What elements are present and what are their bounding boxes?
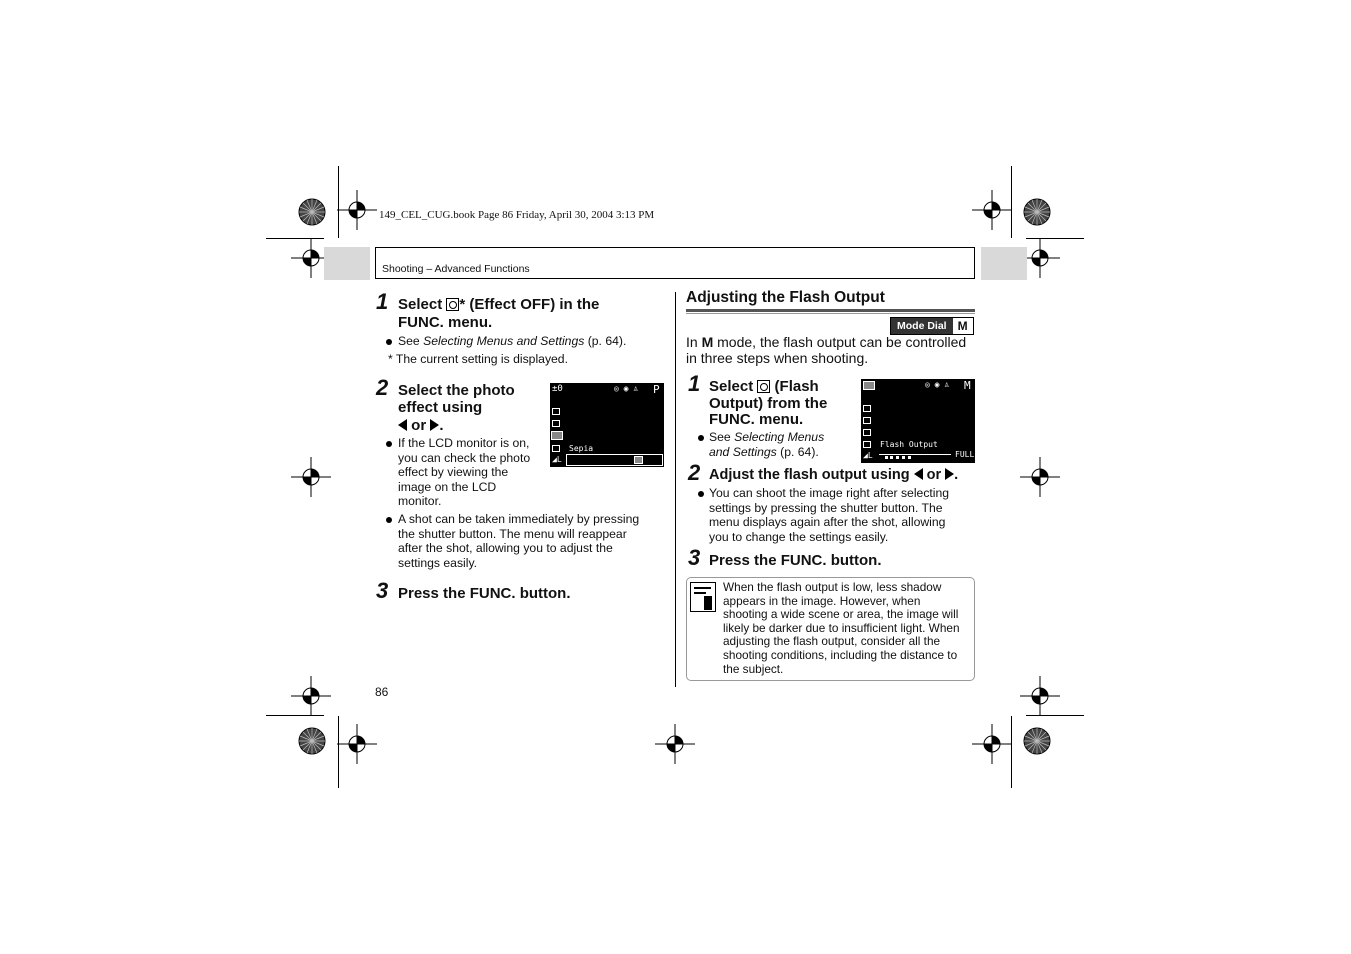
flash-level-ticks bbox=[885, 456, 911, 462]
memo-icon bbox=[690, 582, 716, 612]
mode-indicator: P bbox=[653, 383, 660, 396]
left-arrow-icon bbox=[914, 468, 923, 480]
effect-icon bbox=[863, 429, 871, 436]
note-text: When the flash output is low, less shadow appears in the image. However, when shooting a wide scene or area, the image will likely be darker due to insufficient light. When adjusting the flash output, consider all the shooting conditions, including the distance to the subject. bbox=[723, 580, 960, 676]
step-title: Select the photo bbox=[398, 382, 515, 399]
lcd-screen-flash-output bbox=[861, 379, 975, 463]
cross-reference: See Selecting Menus and Settings (p. 64). bbox=[709, 430, 825, 459]
bullet-dot bbox=[386, 339, 392, 345]
reg-mark-bottom-center bbox=[655, 724, 695, 764]
section-title: Shooting – Advanced Functions bbox=[382, 263, 530, 275]
step2-bullet1: If the LCD monitor is on, you can check the photo effect by viewing the image on the LCD monitor. bbox=[398, 436, 531, 509]
section-heading: Adjusting the Flash Output bbox=[686, 289, 885, 306]
step-number: 3 bbox=[688, 545, 701, 570]
exposure-readout: ±0 bbox=[552, 384, 563, 394]
step-number: 2 bbox=[376, 375, 389, 400]
step-number: 1 bbox=[688, 371, 701, 396]
file-meta: 149_CEL_CUG.book Page 86 Friday, April 30, 2004 3:13 PM bbox=[379, 209, 655, 221]
metering-icon bbox=[863, 441, 871, 448]
flash-output-icon bbox=[757, 380, 770, 393]
drive-icon bbox=[552, 408, 560, 415]
right-arrow-icon bbox=[430, 419, 439, 431]
mode-dial-label: Mode Dial bbox=[891, 318, 953, 334]
running-header bbox=[375, 247, 975, 279]
mode-indicator: M bbox=[964, 379, 971, 392]
status-icons: ◎ ◉ ♙ bbox=[614, 384, 639, 393]
left-arrow-icon bbox=[398, 419, 407, 431]
star-mark-bottom-right bbox=[1024, 728, 1050, 754]
heading-rule bbox=[686, 309, 975, 312]
step2-bullet: You can shoot the image right after selecting settings by pressing the shutter button. The menu displays again after the shot, allowing you to change the settings easily. bbox=[709, 486, 950, 544]
cross-reference: See Selecting Menus and Settings (p. 64). bbox=[398, 334, 627, 348]
bullet-dot bbox=[698, 435, 704, 441]
step2-bullet2: A shot can be taken immediately by pressing the shutter button. The menu will reappear after the shot, allowing you to adjust the settings easily. bbox=[398, 512, 640, 570]
lcd-screen-photo-effect bbox=[550, 383, 664, 467]
step-title-line2: FUNC. menu. bbox=[398, 314, 493, 331]
reg-mark-bottom-right bbox=[972, 724, 1012, 764]
drive-icon bbox=[863, 405, 871, 412]
step-title: Select * (Effect OFF) in the bbox=[398, 296, 600, 313]
reg-mark-top-left bbox=[337, 190, 377, 230]
bullet-dot bbox=[386, 517, 392, 523]
step-title: Press the FUNC. button. bbox=[709, 552, 882, 569]
step-number: 2 bbox=[688, 460, 701, 485]
flash-icon-selected bbox=[863, 381, 875, 390]
star-mark-top-left bbox=[299, 199, 325, 225]
reg-mark-left-mid bbox=[291, 457, 331, 497]
step-title-line2: effect using bbox=[398, 399, 483, 416]
star-mark-bottom-left bbox=[299, 728, 325, 754]
step-title: Adjust the flash output using or . bbox=[709, 467, 959, 483]
metering-icon bbox=[552, 445, 560, 452]
step-title-line3: or . bbox=[398, 417, 444, 434]
reg-mark-left-lower bbox=[291, 676, 331, 716]
setting-name: Flash Output bbox=[880, 440, 938, 449]
wb-icon bbox=[552, 420, 560, 427]
effect-option-selected bbox=[634, 456, 643, 464]
mode-dial-value: M bbox=[953, 318, 973, 334]
effect-options-bar bbox=[566, 454, 663, 466]
reg-mark-top-right bbox=[972, 190, 1012, 230]
mode-dial-badge bbox=[890, 317, 974, 335]
reg-mark-right-mid bbox=[1020, 457, 1060, 497]
heading-rule-thin bbox=[686, 313, 975, 314]
step-title-line2: Output) from the bbox=[709, 395, 828, 412]
bullet-dot bbox=[386, 441, 392, 447]
photo-effect-icon bbox=[446, 298, 459, 311]
page-number: 86 bbox=[375, 685, 389, 699]
reg-mark-right-lower bbox=[1020, 676, 1060, 716]
step-number: 3 bbox=[376, 578, 389, 603]
effect-name: Sepia bbox=[569, 444, 594, 453]
step-title-line3: FUNC. menu. bbox=[709, 411, 804, 428]
effect-icon-selected bbox=[551, 431, 563, 440]
wb-icon bbox=[863, 417, 871, 424]
thumb-tab-right bbox=[981, 247, 1027, 280]
reg-mark-bottom-left bbox=[337, 724, 377, 764]
resolution-icon: ◢L bbox=[863, 451, 873, 460]
step-number: 1 bbox=[376, 289, 389, 314]
right-arrow-icon bbox=[945, 468, 954, 480]
bullet-dot bbox=[698, 491, 704, 497]
column-divider bbox=[675, 292, 676, 687]
status-icons: ◎ ◉ ♙ bbox=[925, 380, 950, 389]
resolution-icon: ◢L bbox=[552, 455, 562, 464]
star-mark-top-right bbox=[1024, 199, 1050, 225]
step-title: Select (Flash bbox=[709, 378, 819, 395]
footnote: * The current setting is displayed. bbox=[388, 352, 568, 366]
thumb-tab-left bbox=[324, 247, 370, 280]
flash-level-track bbox=[879, 454, 951, 455]
step-title: Press the FUNC. button. bbox=[398, 585, 571, 602]
flash-level-full: FULL bbox=[955, 450, 975, 459]
intro-text: In M mode, the flash output can be controlled in three steps when shooting. bbox=[686, 334, 967, 366]
